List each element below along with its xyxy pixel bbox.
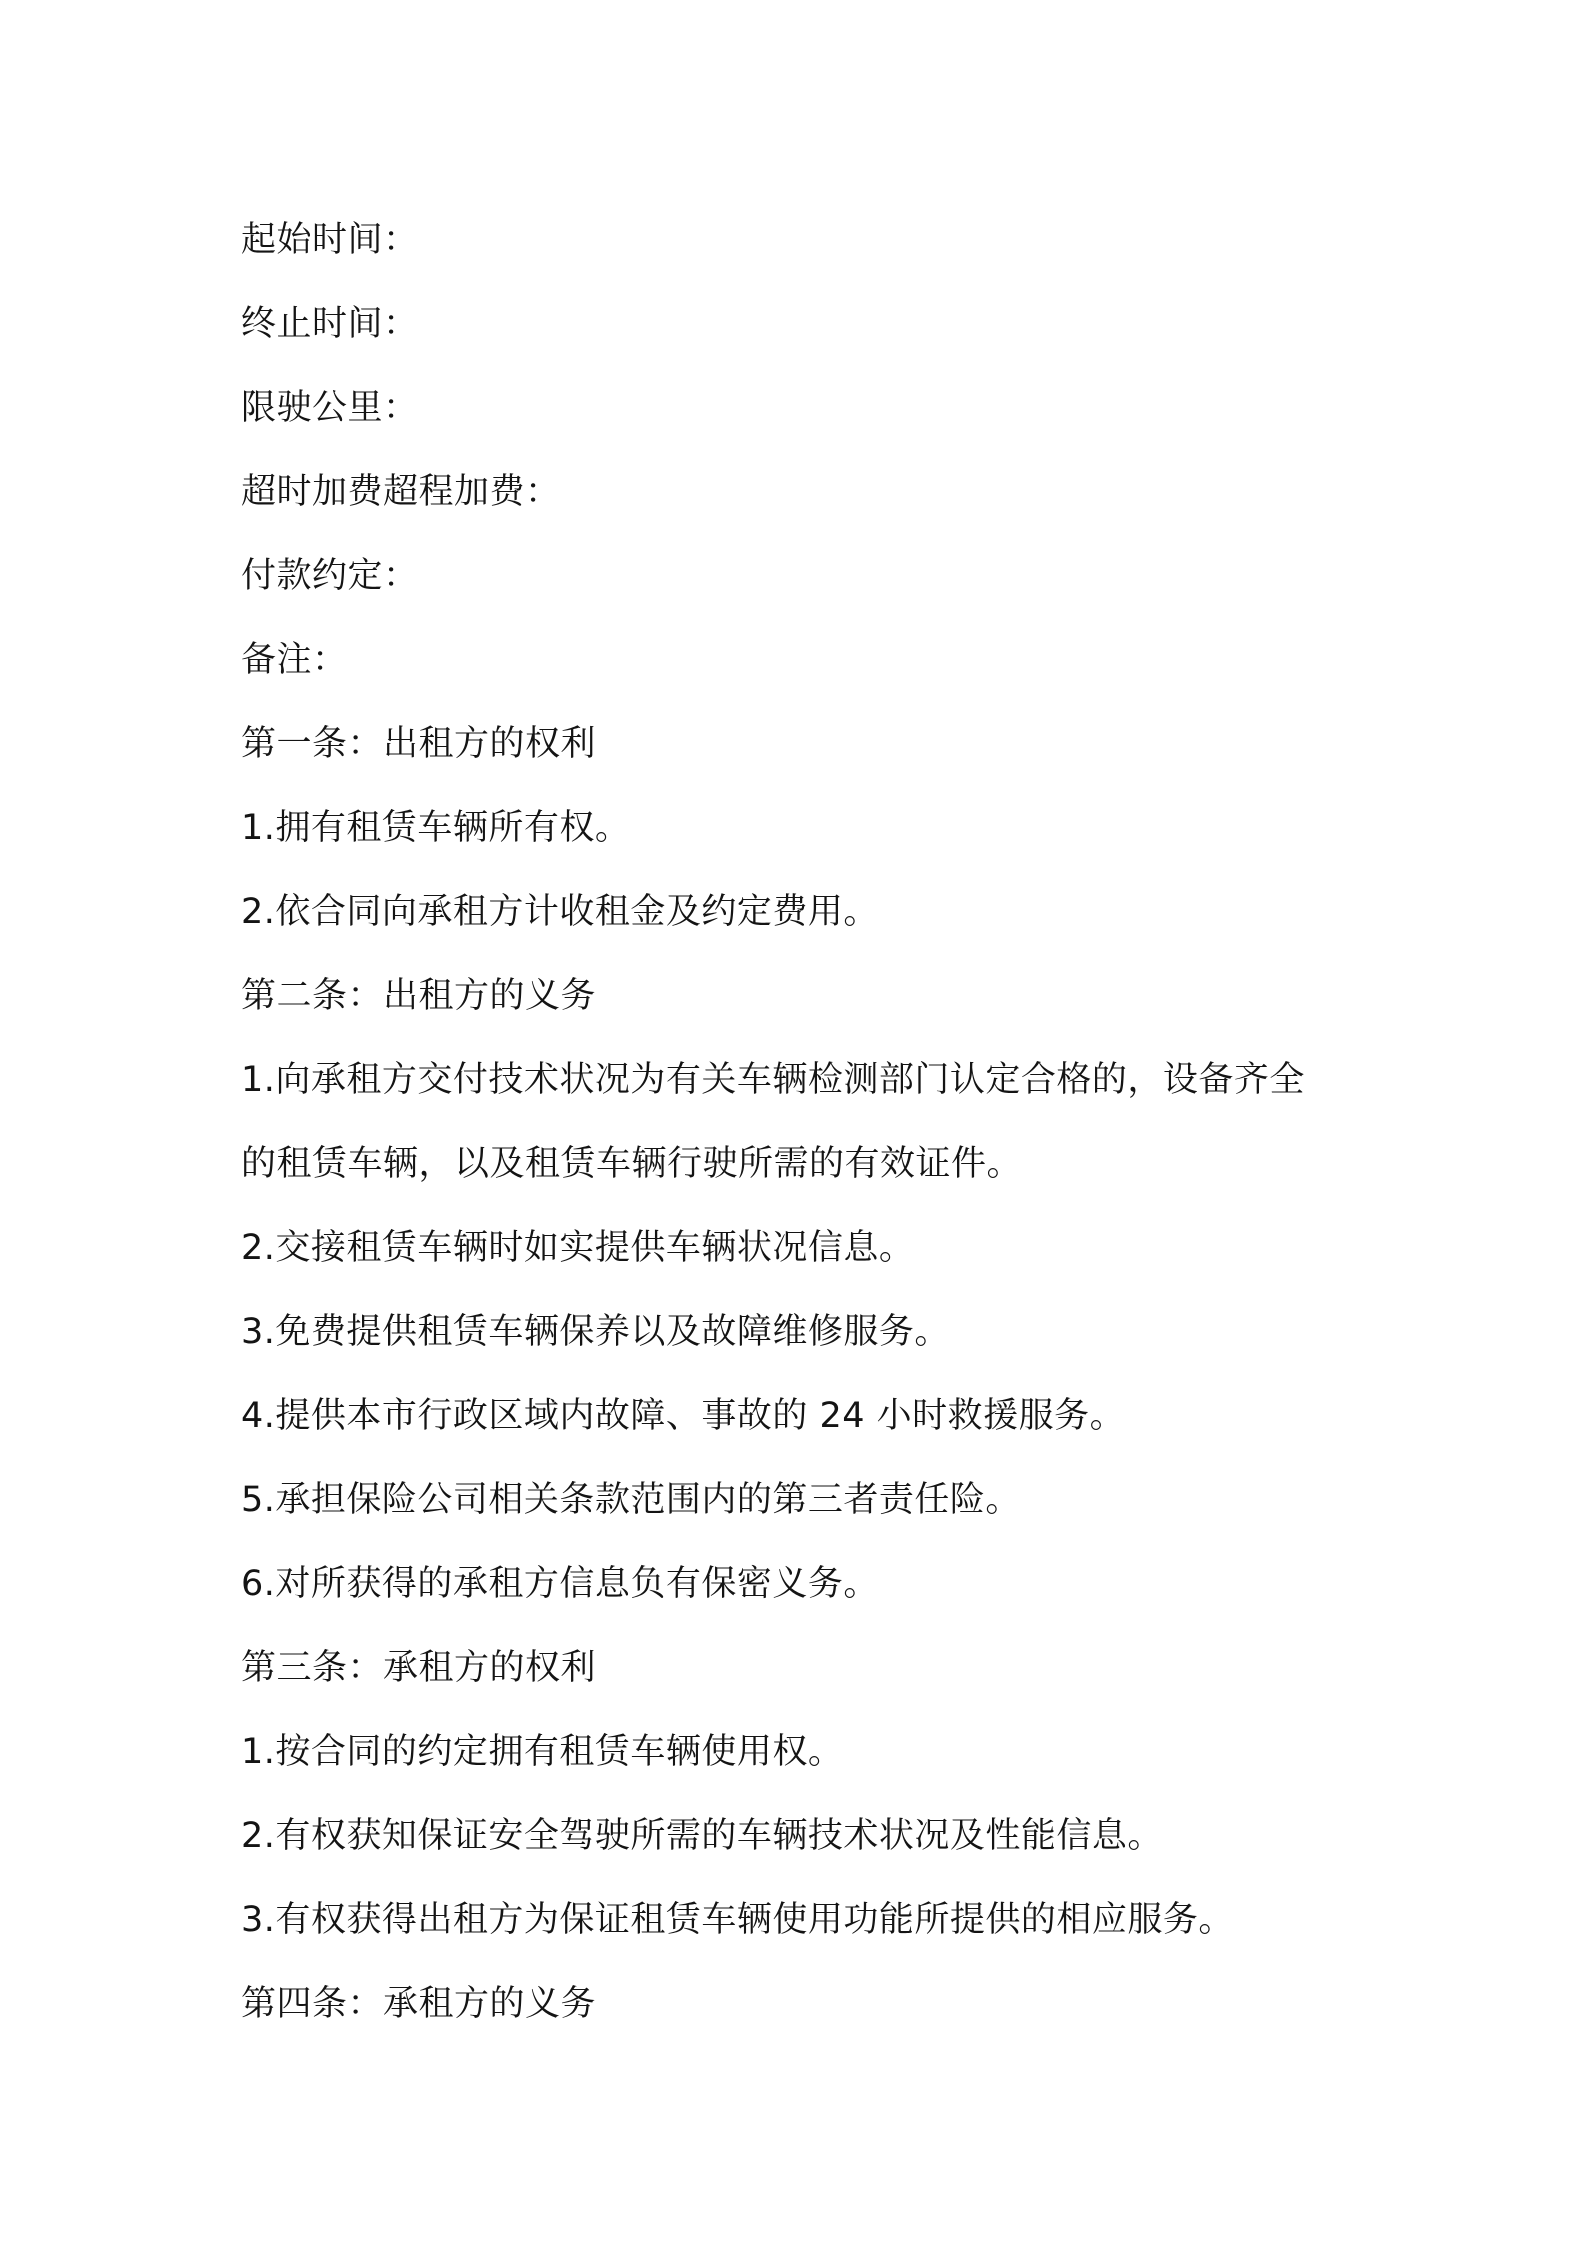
article-2-item: 5.承担保险公司相关条款范围内的第三者责任险。 <box>241 1480 1021 1520</box>
article-1-heading: 第一条：出租方的权利 <box>241 724 597 764</box>
field-end-time: 终止时间： <box>241 304 419 344</box>
field-remarks: 备注： <box>241 640 348 680</box>
field-overtime-fee: 超时加费超程加费： <box>241 472 561 512</box>
field-payment-terms: 付款约定： <box>241 556 419 596</box>
article-1-item: 2.依合同向承租方计收租金及约定费用。 <box>241 892 879 932</box>
article-3-item: 2.有权获知保证安全驾驶所需的车辆技术状况及性能信息。 <box>241 1816 1163 1856</box>
document-page <box>241 198 1381 2046</box>
article-1-item: 1.拥有租赁车辆所有权。 <box>241 808 631 848</box>
article-2-item-1-line-2: 的租赁车辆，以及租赁车辆行驶所需的有效证件。 <box>241 1144 1023 1184</box>
article-2-heading: 第二条：出租方的义务 <box>241 976 597 1016</box>
article-2-item-1-line-1: 1.向承租方交付技术状况为有关车辆检测部门认定合格的，设备齐全 <box>241 1060 1305 1100</box>
article-2-item: 4.提供本市行政区域内故障、事故的 24 小时救援服务。 <box>241 1396 1126 1436</box>
article-3-item: 3.有权获得出租方为保证租赁车辆使用功能所提供的相应服务。 <box>241 1900 1234 1940</box>
article-2-item: 2.交接租赁车辆时如实提供车辆状况信息。 <box>241 1228 915 1268</box>
article-2-item: 3.免费提供租赁车辆保养以及故障维修服务。 <box>241 1312 950 1352</box>
article-4-heading: 第四条：承租方的义务 <box>241 1984 597 2024</box>
field-mileage-limit: 限驶公里： <box>241 388 419 428</box>
article-3-item: 1.按合同的约定拥有租赁车辆使用权。 <box>241 1732 844 1772</box>
article-2-item: 6.对所获得的承租方信息负有保密义务。 <box>241 1564 879 1604</box>
article-3-heading: 第三条：承租方的权利 <box>241 1648 597 1688</box>
field-start-time: 起始时间： <box>241 220 419 260</box>
